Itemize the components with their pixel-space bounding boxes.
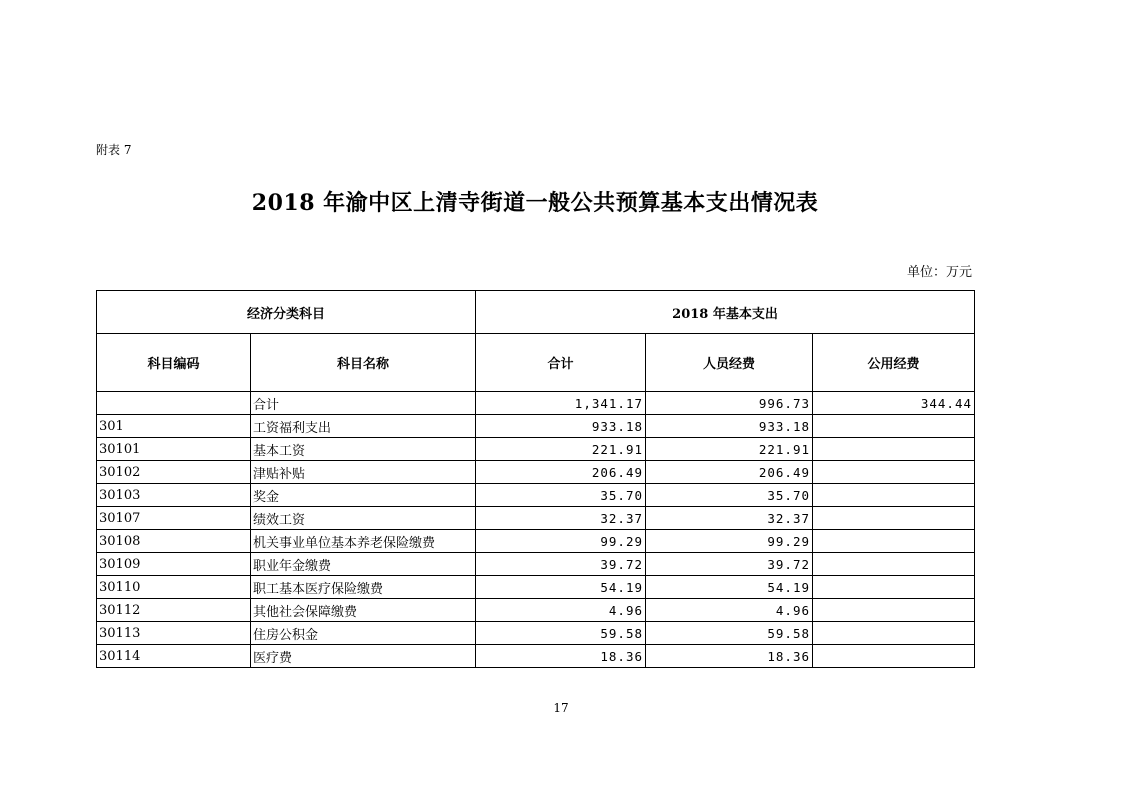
cell-personnel: 933.18 <box>646 415 813 438</box>
page-number: 17 <box>553 701 569 715</box>
table-row <box>97 461 975 484</box>
table-row <box>97 507 975 530</box>
cell-code: 30113 <box>97 622 251 645</box>
attachment-label: 附表 7 <box>96 143 132 157</box>
cell-personnel: 59.58 <box>646 622 813 645</box>
header-econ-category: 经济分类科目 <box>97 291 476 334</box>
cell-total: 32.37 <box>476 507 646 530</box>
header-code: 科目编码 <box>97 334 251 392</box>
cell-name: 机关事业单位基本养老保险缴费 <box>251 530 476 553</box>
header-public: 公用经费 <box>813 334 975 392</box>
cell-name: 职业年金缴费 <box>251 553 476 576</box>
cell-public: 344.44 <box>813 392 975 415</box>
cell-total: 4.96 <box>476 599 646 622</box>
table-row <box>97 599 975 622</box>
table-row-total <box>97 392 975 415</box>
table-row <box>97 645 975 668</box>
cell-total: 206.49 <box>476 461 646 484</box>
cell-name: 医疗费 <box>251 645 476 668</box>
cell-public <box>813 415 975 438</box>
cell-code: 30108 <box>97 530 251 553</box>
cell-total: 18.36 <box>476 645 646 668</box>
cell-name: 绩效工资 <box>251 507 476 530</box>
cell-public <box>813 645 975 668</box>
cell-personnel: 206.49 <box>646 461 813 484</box>
header-name: 科目名称 <box>251 334 476 392</box>
table-row <box>97 438 975 461</box>
cell-public <box>813 553 975 576</box>
cell-public <box>813 622 975 645</box>
cell-public <box>813 599 975 622</box>
header-personnel: 人员经费 <box>646 334 813 392</box>
cell-personnel: 54.19 <box>646 576 813 599</box>
cell-name: 工资福利支出 <box>251 415 476 438</box>
cell-total: 54.19 <box>476 576 646 599</box>
cell-public <box>813 576 975 599</box>
unit-label: 单位：万元 <box>906 265 972 280</box>
cell-code: 30103 <box>97 484 251 507</box>
header-total: 合计 <box>476 334 646 392</box>
cell-name: 津贴补贴 <box>251 461 476 484</box>
cell-code: 30101 <box>97 438 251 461</box>
cell-personnel: 996.73 <box>646 392 813 415</box>
cell-personnel: 32.37 <box>646 507 813 530</box>
table-row <box>97 553 975 576</box>
table-row <box>97 530 975 553</box>
cell-public <box>813 438 975 461</box>
cell-personnel: 35.70 <box>646 484 813 507</box>
cell-personnel: 18.36 <box>646 645 813 668</box>
cell-total: 39.72 <box>476 553 646 576</box>
cell-total: 1,341.17 <box>476 392 646 415</box>
table-row <box>97 484 975 507</box>
cell-name: 基本工资 <box>251 438 476 461</box>
cell-code: 30114 <box>97 645 251 668</box>
cell-personnel: 39.72 <box>646 553 813 576</box>
header-row-group <box>97 291 975 334</box>
cell-public <box>813 530 975 553</box>
cell-public <box>813 461 975 484</box>
cell-code: 30107 <box>97 507 251 530</box>
cell-code: 30109 <box>97 553 251 576</box>
cell-public <box>813 484 975 507</box>
table-row <box>97 622 975 645</box>
cell-total: 221.91 <box>476 438 646 461</box>
cell-code <box>97 392 251 415</box>
header-row-columns <box>97 334 975 392</box>
cell-personnel: 221.91 <box>646 438 813 461</box>
cell-code: 301 <box>97 415 251 438</box>
cell-name: 住房公积金 <box>251 622 476 645</box>
cell-code: 30102 <box>97 461 251 484</box>
cell-code: 30110 <box>97 576 251 599</box>
cell-personnel: 4.96 <box>646 599 813 622</box>
budget-table <box>96 290 975 668</box>
cell-total: 59.58 <box>476 622 646 645</box>
table-row <box>97 576 975 599</box>
page-title: 2018 年渝中区上清寺街道一般公共预算基本支出情况表 <box>251 190 819 216</box>
cell-public <box>813 507 975 530</box>
cell-total: 99.29 <box>476 530 646 553</box>
cell-name: 其他社会保障缴费 <box>251 599 476 622</box>
cell-total: 35.70 <box>476 484 646 507</box>
cell-personnel: 99.29 <box>646 530 813 553</box>
cell-name: 奖金 <box>251 484 476 507</box>
header-basic-expenditure: 2018 年基本支出 <box>476 291 975 334</box>
cell-code: 30112 <box>97 599 251 622</box>
table-row <box>97 415 975 438</box>
cell-name: 职工基本医疗保险缴费 <box>251 576 476 599</box>
cell-name: 合计 <box>251 392 476 415</box>
cell-total: 933.18 <box>476 415 646 438</box>
